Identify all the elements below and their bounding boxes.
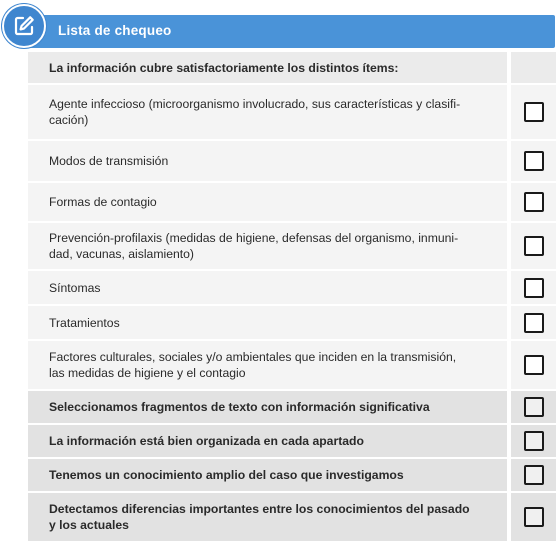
checklist-row	[28, 223, 556, 269]
checklist-heading: La información cubre satisfactoriamente los distintos ítems:	[28, 52, 507, 83]
checkbox[interactable]	[524, 355, 544, 375]
checklist-row	[28, 341, 556, 389]
checklist-row	[28, 85, 556, 139]
checklist-row-label: Formas de contagio	[28, 183, 507, 221]
checklist-row	[28, 493, 556, 541]
checkbox[interactable]	[524, 313, 544, 333]
checkbox[interactable]	[524, 465, 544, 485]
checklist-header	[22, 15, 555, 48]
checklist-row-label: Seleccionamos fragmentos de texto con información significativa	[28, 391, 507, 423]
checklist-row	[28, 425, 556, 457]
checklist-row-label: Síntomas	[28, 271, 507, 304]
checkbox[interactable]	[524, 102, 544, 122]
checklist-row	[28, 391, 556, 423]
checklist-row-label: Modos de transmisión	[28, 141, 507, 181]
checklist-row-label: Agente infeccioso (microorganismo involucrado, sus características y clasifi- cación)	[28, 85, 507, 139]
checkbox[interactable]	[524, 431, 544, 451]
checklist-row-label: Prevención-profilaxis (medidas de higiene, defensas del organismo, inmuni- dad, vacunas, aislamiento)	[28, 223, 507, 269]
checkbox[interactable]	[524, 236, 544, 256]
checklist-row-label: Tratamientos	[28, 306, 507, 339]
checklist-row	[28, 306, 556, 339]
checklist-row	[28, 459, 556, 491]
checklist-row	[28, 141, 556, 181]
checklist-heading-row	[28, 52, 556, 83]
checklist-row	[28, 271, 556, 304]
checklist-row-label: Factores culturales, sociales y/o ambientales que inciden en la transmisión, las medidas de higiene y el contagio	[28, 341, 507, 389]
edit-icon	[2, 4, 46, 48]
checkbox[interactable]	[524, 192, 544, 212]
checklist-table	[28, 52, 556, 543]
checkbox[interactable]	[524, 151, 544, 171]
checklist-row-label: Tenemos un conocimiento amplio del caso que investigamos	[28, 459, 507, 491]
checklist-row-label: La información está bien organizada en cada apartado	[28, 425, 507, 457]
checkbox[interactable]	[524, 507, 544, 527]
checkbox[interactable]	[524, 397, 544, 417]
header-title: Lista de chequeo	[58, 23, 172, 38]
checklist-row-label: Detectamos diferencias importantes entre los conocimientos del pasado y los actuales	[28, 493, 507, 541]
checkbox[interactable]	[524, 278, 544, 298]
checklist-row	[28, 183, 556, 221]
